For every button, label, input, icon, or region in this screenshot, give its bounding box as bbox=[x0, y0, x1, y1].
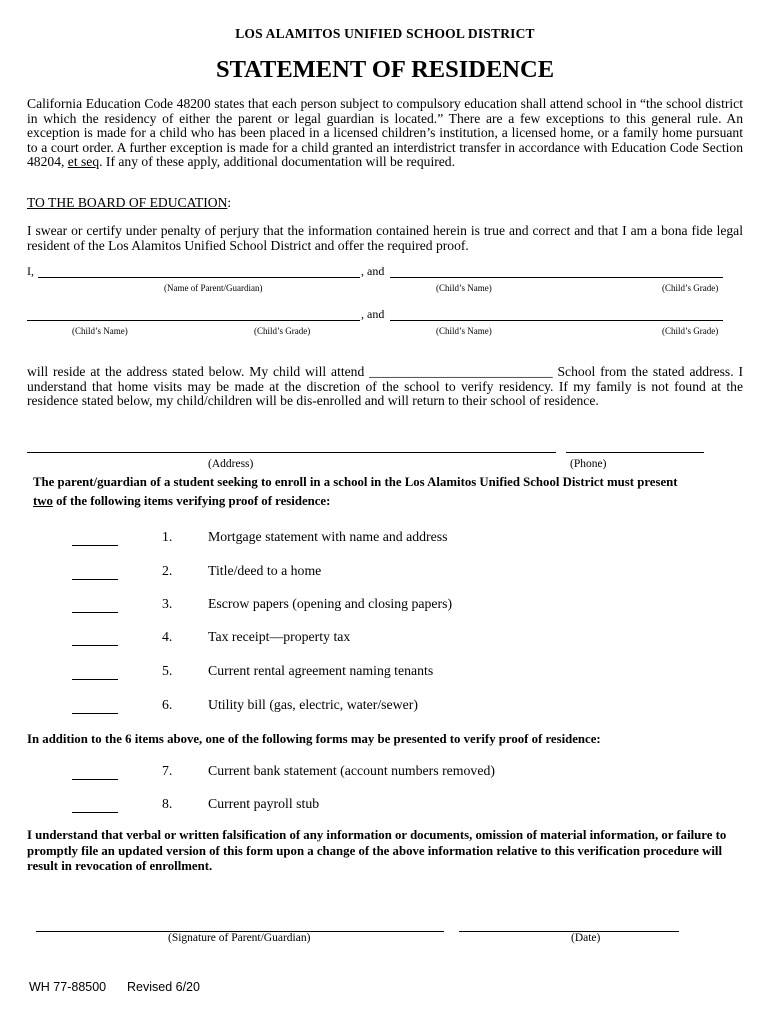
present-two: two bbox=[33, 494, 53, 508]
item-number-6: 6. bbox=[162, 697, 173, 712]
phone-field[interactable] bbox=[566, 452, 704, 453]
item-number-4: 4. bbox=[162, 629, 173, 644]
reside-paragraph bbox=[27, 365, 743, 409]
phone-caption: (Phone) bbox=[570, 458, 607, 470]
board-label: TO THE BOARD OF EDUCATION bbox=[27, 195, 228, 210]
item-check-8[interactable] bbox=[72, 797, 118, 813]
child-grade-caption-1: (Child’s Grade) bbox=[662, 283, 719, 293]
date-field[interactable] bbox=[459, 931, 679, 932]
child-grade-caption-2: (Child’s Grade) bbox=[254, 326, 311, 336]
item-check-6[interactable] bbox=[72, 698, 118, 714]
child-name-grade-field-3[interactable] bbox=[390, 320, 723, 321]
item-check-3[interactable] bbox=[72, 597, 118, 613]
item-text-4: Tax receipt—property tax bbox=[208, 629, 351, 644]
present-instructions bbox=[33, 473, 743, 511]
item-text-5: Current rental agreement naming tenants bbox=[208, 663, 434, 678]
item-text-8: Current payroll stub bbox=[208, 796, 320, 811]
child-grade-caption-3: (Child’s Grade) bbox=[662, 326, 719, 336]
and-text-2: , and bbox=[361, 307, 385, 321]
item-number-5: 5. bbox=[162, 663, 173, 678]
intro-text-2: . If any of these apply, additional documentation will be required. bbox=[99, 154, 455, 170]
swear-statement: I swear or certify under penalty of perjury that the information contained herein is true and correct and that I am a bona fide legal resident of the Los Alamitos Unified School District and offer the required proof. bbox=[27, 223, 743, 253]
present-line-2: of the following items verifying proof of residence: bbox=[52, 494, 331, 508]
item-text-3: Escrow papers (opening and closing papers) bbox=[208, 596, 453, 611]
item-check-2[interactable] bbox=[72, 564, 118, 580]
reside-text-2: School from the stated address. I understand that home visits may be made at the discretion of the school to verify residency. If my family is not found at the residence stated below, my child/children will be dis-enrolled and will return to their school of residence. bbox=[27, 364, 743, 409]
revised-date: Revised 6/20 bbox=[127, 980, 200, 994]
item-number-2: 2. bbox=[162, 563, 173, 578]
address-caption: (Address) bbox=[208, 458, 254, 470]
item-text-6: Utility bill (gas, electric, water/sewer) bbox=[208, 697, 418, 712]
item-number-1: 1. bbox=[162, 529, 173, 544]
item-text-2: Title/deed to a home bbox=[208, 563, 322, 578]
signature-caption: (Signature of Parent/Guardian) bbox=[168, 932, 311, 944]
parent-name-field[interactable] bbox=[38, 277, 360, 278]
falsification-statement: I understand that verbal or written falsification of any information or documents, omission of material information, or failure to promptly file an updated version of this form upon a change of the above information relative to this verification procedure will result in revocation of enrollment. bbox=[27, 828, 727, 873]
addition-instructions: In addition to the 6 items above, one of the following forms may be presented to verify proof of residence: bbox=[27, 732, 601, 746]
board-colon: : bbox=[227, 195, 232, 210]
parent-name-caption: (Name of Parent/Guardian) bbox=[164, 283, 263, 293]
address-field[interactable] bbox=[27, 452, 556, 453]
intro-text-1: California Education Code 48200 states that each person subject to compulsory education shall attend school in “the school district in which the residency of either the parent or legal guardian is located.” There are a few exceptions to this general rule. An exception is made for a child who has been placed in a licensed children’s institution, a licensed home, or a family home pursuant to a court order. A further exception is made for a child granted an interdistrict transfer in accordance with Education Code Section 48204, bbox=[27, 96, 743, 170]
item-number-7: 7. bbox=[162, 763, 173, 778]
page-title: STATEMENT OF RESIDENCE bbox=[215, 56, 555, 83]
reside-text-1: will reside at the address stated below. My child will attend bbox=[27, 364, 370, 379]
present-line-1: The parent/guardian of a student seeking to enroll in a school in the Los Alamitos Unified School District must present bbox=[33, 475, 678, 489]
date-caption: (Date) bbox=[571, 932, 601, 944]
child-name-caption-1: (Child’s Name) bbox=[436, 283, 492, 293]
child-name-grade-field-1[interactable] bbox=[390, 277, 723, 278]
item-check-4[interactable] bbox=[72, 630, 118, 646]
item-text-1: Mortgage statement with name and address bbox=[208, 529, 448, 544]
school-blank[interactable]: ___________________________ bbox=[369, 364, 553, 379]
item-check-1[interactable] bbox=[72, 530, 118, 546]
et-seq-text: et seq bbox=[67, 154, 100, 170]
child-name-caption-3: (Child’s Name) bbox=[436, 326, 492, 336]
item-number-3: 3. bbox=[162, 596, 173, 611]
item-check-7[interactable] bbox=[72, 764, 118, 780]
intro-paragraph bbox=[27, 97, 743, 170]
district-name: LOS ALAMITOS UNIFIED SCHOOL DISTRICT bbox=[235, 26, 535, 41]
item-text-7: Current bank statement (account numbers removed) bbox=[208, 763, 495, 778]
child-name-caption-2: (Child’s Name) bbox=[72, 326, 128, 336]
and-text-1: , and bbox=[361, 264, 385, 278]
form-number: WH 77-88500 bbox=[29, 980, 107, 994]
board-heading bbox=[27, 195, 231, 211]
child-name-grade-field-2[interactable] bbox=[27, 320, 360, 321]
i-prefix: I, bbox=[27, 264, 34, 278]
item-check-5[interactable] bbox=[72, 664, 118, 680]
item-number-8: 8. bbox=[162, 796, 173, 811]
